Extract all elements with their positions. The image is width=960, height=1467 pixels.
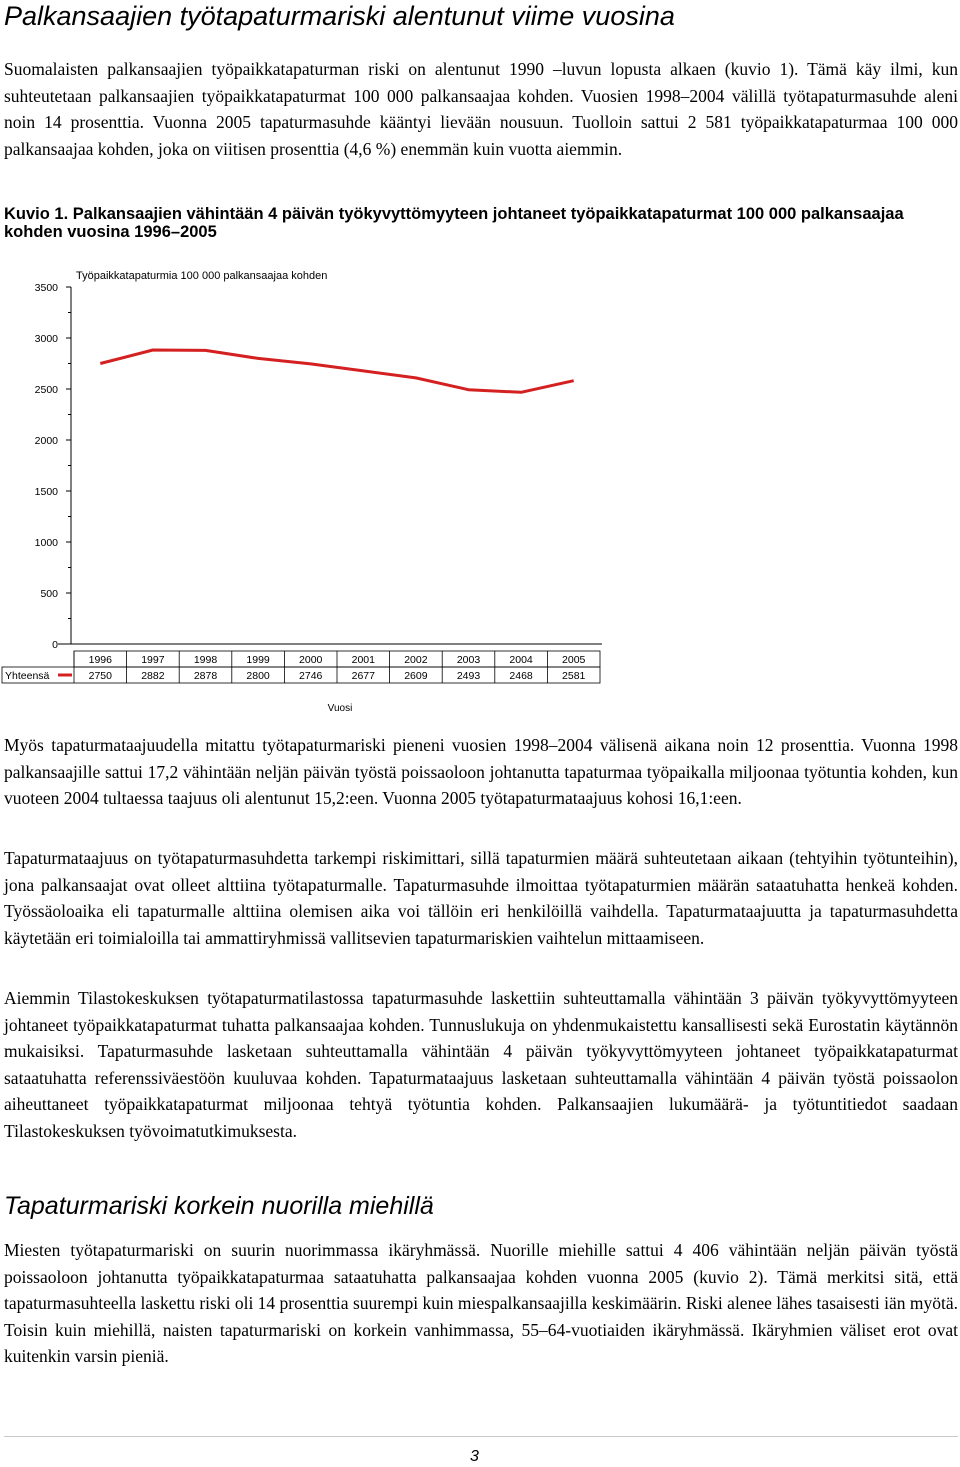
data-label: 2750 — [88, 670, 112, 682]
section-heading: Palkansaajien työtapaturmariski alentunut viime vuosina — [4, 1, 675, 31]
x-tick-label: 2001 — [351, 654, 375, 666]
x-tick-label: 1998 — [193, 654, 218, 666]
data-label: 2493 — [456, 670, 481, 682]
y-axis-ticks — [35, 282, 71, 651]
data-label: 2581 — [562, 670, 586, 682]
x-tick-label: 2005 — [562, 654, 586, 666]
x-tick-label: 2002 — [404, 654, 428, 666]
paragraph-definition — [4, 845, 958, 951]
x-tick-label: 1997 — [141, 654, 165, 666]
paragraph-intro — [4, 56, 958, 162]
paragraph-young-men — [4, 1237, 958, 1370]
figure-caption: Kuvio 1. Palkansaajien vähintään 4 päivän työkyvyttömyyteen johtaneet työpaikkatapaturmat 100 000 palkansaajaa kohden vuosina 1996–2005 — [4, 205, 904, 241]
paragraph-method — [4, 985, 958, 1144]
paragraph-text: Myös tapaturmataajuudella mitattu työtapaturmariski pieneni vuosien 1998–2004 välisenä aikana noin 12 prosenttia. Vuonna 1998 palkansaajille sattui 17,2 vähintään neljän päivän työstä poissaoloon johtanutta tapaturmaa työpaikalla miljoonaa työtuntia kohden, kun vuoteen 2004 tultaessa taajuus oli alentunut 15,2:een. Vuonna 2005 työtapaturmataajuus kohosi 16,1:een. — [4, 735, 958, 808]
x-tick-label: 1999 — [246, 654, 270, 666]
series-line-yhteensa — [100, 350, 573, 392]
y-tick-label: 3500 — [34, 282, 58, 294]
footer-divider — [4, 1436, 958, 1437]
paragraph-text: Suomalaisten palkansaajien työpaikkatapaturman riski on alentunut 1990 –luvun lopusta alkaen (kuvio 1). Tämä käy ilmi, kun suhteutetaan palkansaajien työpaikkatapaturmat 100 000 palkansaajaa kohden. Vuosien 1998–2004 välillä työtapaturmasuhde aleni noin 14 prosenttia. Vuonna 2005 tapaturmasuhde kääntyi lievään nousuun. Tuolloin sattui 2 581 työpaikkatapaturmaa 100 000 palkansaajaa kohden, joka on viitisen prosenttia (4,6 %) enemmän kuin vuotta aiemmin. — [4, 59, 958, 159]
data-label: 2677 — [351, 670, 375, 682]
data-label: 2878 — [193, 670, 218, 682]
x-tick-label: 2003 — [456, 654, 481, 666]
chart-title: Työpaikkatapaturmia 100 000 palkansaajaa kohden — [76, 270, 328, 282]
y-tick-label: 1500 — [34, 486, 58, 498]
x-tick-label: 1996 — [88, 654, 112, 666]
x-axis-label: Vuosi — [327, 703, 353, 714]
paragraph-text: Aiemmin Tilastokeskuksen työtapaturmatilastossa tapaturmasuhde laskettiin suhteuttamalla vähintään 3 päivän työkyvyttömyyteen johtaneet työpaikkatapaturmat tuhatta palkansaajaa kohden. Tunnuslukuja on yhdenmukaistettu kansallisesti sekä Eurostatin käytännön mukaisiksi. Tapaturmasuhde lasketaan suhteuttamalla vähintään 4 päivän työkyvyttömyyteen johtaneet työpaikkatapaturmat sataatuhatta referenssiväestöön kuuluvaa kohden. Tapaturmataajuus lasketaan suhteuttamalla vähintään 4 päivän työstä poissaolon aiheuttaneet työpaikkatapaturmat miljoonaa tehtyä työtuntia kohden. Palkansaajien lukumäärä- ja työtuntitiedot saadaan Tilastokeskuksen työvoimatutkimuksesta. — [4, 988, 958, 1141]
y-tick-label: 1000 — [34, 537, 58, 549]
section-heading: Tapaturmariski korkein nuorilla miehillä — [4, 1192, 434, 1220]
y-tick-label: 500 — [40, 588, 58, 600]
data-label: 2800 — [246, 670, 270, 682]
y-tick-label: 2000 — [34, 435, 58, 447]
data-label: 2468 — [509, 670, 533, 682]
data-label: 2882 — [141, 670, 165, 682]
legend-label: Yhteensä — [5, 670, 50, 682]
x-tick-label: 2000 — [299, 654, 323, 666]
y-tick-label: 3000 — [34, 333, 58, 345]
line-chart — [0, 262, 610, 717]
y-tick-label: 0 — [52, 639, 58, 651]
paragraph-text: Miesten työtapaturmariski on suurin nuorimmassa ikäryhmässä. Nuorille miehille sattui 4 406 vähintään neljän päivän työstä poissaoloon johtanutta työpaikkatapaturmaa sataatuhatta palkansaajaa kohden vuonna 2005 (kuvio 2). Tämä merkitsi sitä, että tapaturmasuhteella laskettu riski oli 14 prosenttia suurempi kuin miespalkansaajilla keskimäärin. Riski alenee lähes tasaisesti iän myötä. Toisin kuin miehillä, naisten tapaturmariski on korkein vanhimmassa, 55–64-vuotiaiden ikäryhmässä. Ikäryhmien väliset erot ovat kuitenkin varsin pieniä. — [4, 1240, 958, 1366]
page-number: 3 — [470, 1448, 479, 1465]
x-tick-label: 2004 — [509, 654, 533, 666]
data-table — [2, 651, 600, 683]
data-label: 2609 — [404, 670, 428, 682]
paragraph-text: Tapaturmataajuus on työtapaturmasuhdetta tarkempi riskimittari, sillä tapaturmien määrä suhteutetaan aikaan (tehtyihin työtunteihin), jona palkansaajat ovat olleet alttiina työtapaturmalle. Tapaturmasuhde ilmoittaa työtapaturmien määrän sataatuhatta henkeä kohden. Työssäoloaika eli tapaturmalle alttiina olemisen aika voi tällöin eri henkilöillä vaihdella. Tapaturmataajuutta ja tapaturmasuhdetta käytetään eri toimialoilla tai ammattiryhmissä vallitsevien tapaturmariskien vaihtelun mittaamiseen. — [4, 848, 958, 948]
data-label: 2746 — [299, 670, 323, 682]
paragraph-frequency — [4, 732, 958, 812]
y-tick-label: 2500 — [34, 384, 58, 396]
